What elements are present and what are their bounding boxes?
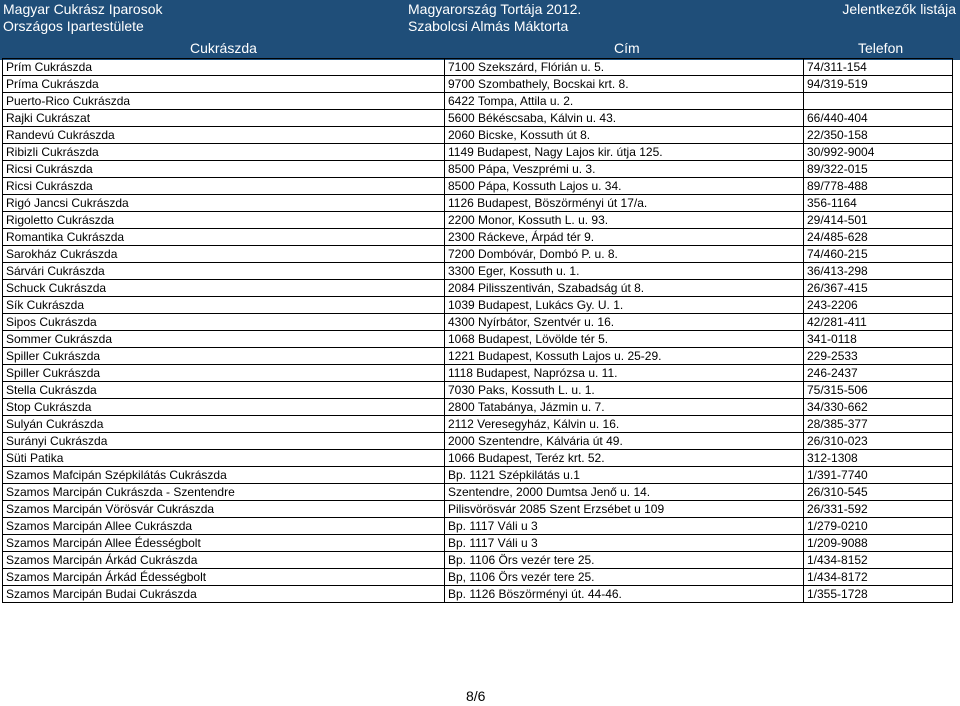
phone-cell: 94/319-519 (804, 76, 953, 93)
phone-cell: 26/310-545 (804, 484, 953, 501)
table-row (3, 518, 953, 535)
shop-name-cell: Romantika Cukrászda (3, 229, 445, 246)
shop-name-cell: Szamos Marcipán Árkád Édességbolt (3, 569, 445, 586)
phone-cell: 26/331-592 (804, 501, 953, 518)
table-row (3, 76, 953, 93)
shop-name-cell: Szamos Marcipán Budai Cukrászda (3, 586, 445, 603)
shop-name-cell: Sipos Cukrászda (3, 314, 445, 331)
address-cell: 1068 Budapest, Lövölde tér 5. (445, 331, 804, 348)
shop-name-cell: Randevú Cukrászda (3, 127, 445, 144)
phone-cell: 26/367-415 (804, 280, 953, 297)
phone-cell: 341-0118 (804, 331, 953, 348)
address-cell: Bp. 1117 Váli u 3 (445, 518, 804, 535)
address-cell: 8500 Pápa, Veszprémi u. 3. (445, 161, 804, 178)
applicants-table-body (3, 59, 953, 603)
address-cell: 2060 Bicske, Kossuth út 8. (445, 127, 804, 144)
phone-cell: 74/311-154 (804, 59, 953, 76)
table-row (3, 110, 953, 127)
table-row (3, 144, 953, 161)
address-cell: 7100 Szekszárd, Flórián u. 5. (445, 59, 804, 76)
table-row (3, 331, 953, 348)
phone-cell: 29/414-501 (804, 212, 953, 229)
org-name-line2: Országos Ipartestülete (3, 18, 144, 34)
table-row (3, 365, 953, 382)
table-row (3, 161, 953, 178)
table-row (3, 484, 953, 501)
shop-name-cell: Sarokház Cukrászda (3, 246, 445, 263)
phone-cell: 1/209-9088 (804, 535, 953, 552)
shop-name-cell: Ricsi Cukrászda (3, 161, 445, 178)
phone-cell: 356-1164 (804, 195, 953, 212)
shop-name-cell: Szamos Marcipán Árkád Cukrászda (3, 552, 445, 569)
table-row (3, 501, 953, 518)
table-row (3, 348, 953, 365)
shop-name-cell: Príma Cukrászda (3, 76, 445, 93)
shop-name-cell: Sommer Cukrászda (3, 331, 445, 348)
table-row (3, 586, 953, 603)
phone-cell: 34/330-662 (804, 399, 953, 416)
address-cell: 1126 Budapest, Böszörményi út 17/a. (445, 195, 804, 212)
phone-cell: 243-2206 (804, 297, 953, 314)
table-row (3, 280, 953, 297)
address-cell: 2800 Tatabánya, Jázmin u. 7. (445, 399, 804, 416)
phone-cell: 42/281-411 (804, 314, 953, 331)
address-cell: Bp, 1106 Örs vezér tere 25. (445, 569, 804, 586)
shop-name-cell: Rigoletto Cukrászda (3, 212, 445, 229)
shop-name-cell: Sík Cukrászda (3, 297, 445, 314)
table-row (3, 467, 953, 484)
phone-cell: 66/440-404 (804, 110, 953, 127)
phone-cell: 22/350-158 (804, 127, 953, 144)
shop-name-cell: Prím Cukrászda (3, 59, 445, 76)
shop-name-cell: Rajki Cukrászat (3, 110, 445, 127)
org-name-line1: Magyar Cukrász Iparosok (3, 1, 163, 17)
phone-cell: 26/310-023 (804, 433, 953, 450)
address-cell: Bp. 1106 Örs vezér tere 25. (445, 552, 804, 569)
phone-cell: 24/485-628 (804, 229, 953, 246)
table-row (3, 450, 953, 467)
address-cell: 7030 Paks, Kossuth L. u. 1. (445, 382, 804, 399)
event-subtitle: Szabolcsi Almás Máktorta (408, 18, 569, 34)
address-cell: 1039 Budapest, Lukács Gy. U. 1. (445, 297, 804, 314)
shop-name-cell: Stop Cukrászda (3, 399, 445, 416)
table-row (3, 59, 953, 76)
page-number: 8/6 (466, 688, 486, 704)
table-row (3, 127, 953, 144)
table-row (3, 314, 953, 331)
table-row (3, 246, 953, 263)
table-row (3, 297, 953, 314)
address-cell: 1149 Budapest, Nagy Lajos kir. útja 125. (445, 144, 804, 161)
address-cell: Bp. 1126 Böszörményi út. 44-46. (445, 586, 804, 603)
phone-cell (804, 93, 953, 110)
address-cell: Bp. 1117 Váli u 3 (445, 535, 804, 552)
shop-name-cell: Ricsi Cukrászda (3, 178, 445, 195)
shop-name-cell: Spiller Cukrászda (3, 348, 445, 365)
table-row (3, 382, 953, 399)
phone-cell: 89/322-015 (804, 161, 953, 178)
phone-cell: 229-2533 (804, 348, 953, 365)
column-header-name: Cukrászda (190, 40, 257, 56)
address-cell: 2084 Pilisszentiván, Szabadság út 8. (445, 280, 804, 297)
address-cell: 2200 Monor, Kossuth L. u. 93. (445, 212, 804, 229)
address-cell: 1066 Budapest, Teréz krt. 52. (445, 450, 804, 467)
shop-name-cell: Ribizli Cukrászda (3, 144, 445, 161)
shop-name-cell: Szamos Marcipán Vörösvár Cukrászda (3, 501, 445, 518)
column-header-address: Cím (614, 40, 640, 56)
address-cell: Bp. 1121 Szépkilátás u.1 (445, 467, 804, 484)
phone-cell: 1/391-7740 (804, 467, 953, 484)
address-cell: 5600 Békéscsaba, Kálvin u. 43. (445, 110, 804, 127)
phone-cell: 36/413-298 (804, 263, 953, 280)
phone-cell: 312-1308 (804, 450, 953, 467)
shop-name-cell: Szamos Marcipán Allee Édességbolt (3, 535, 445, 552)
shop-name-cell: Szamos Mafcipán Szépkilátás Cukrászda (3, 467, 445, 484)
phone-cell: 1/434-8152 (804, 552, 953, 569)
list-title: Jelentkezők listája (842, 1, 956, 17)
address-cell: 7200 Dombóvár, Dombó P. u. 8. (445, 246, 804, 263)
phone-cell: 89/778-488 (804, 178, 953, 195)
event-title: Magyarország Tortája 2012. (408, 1, 582, 17)
table-row (3, 195, 953, 212)
table-row (3, 212, 953, 229)
phone-cell: 1/279-0210 (804, 518, 953, 535)
shop-name-cell: Sárvári Cukrászda (3, 263, 445, 280)
shop-name-cell: Süti Patika (3, 450, 445, 467)
address-cell: 1118 Budapest, Naprózsa u. 11. (445, 365, 804, 382)
shop-name-cell: Sulyán Cukrászda (3, 416, 445, 433)
phone-cell: 28/385-377 (804, 416, 953, 433)
shop-name-cell: Szamos Marcipán Cukrászda - Szentendre (3, 484, 445, 501)
phone-cell: 30/992-9004 (804, 144, 953, 161)
shop-name-cell: Schuck Cukrászda (3, 280, 445, 297)
table-row (3, 93, 953, 110)
phone-cell: 246-2437 (804, 365, 953, 382)
table-row (3, 433, 953, 450)
phone-cell: 1/355-1728 (804, 586, 953, 603)
column-header-phone: Telefon (858, 40, 904, 56)
table-row (3, 552, 953, 569)
table-row (3, 399, 953, 416)
shop-name-cell: Puerto-Rico Cukrászda (3, 93, 445, 110)
address-cell: Pilisvörösvár 2085 Szent Erzsébet u 109 (445, 501, 804, 518)
address-cell: 2000 Szentendre, Kálvária út 49. (445, 433, 804, 450)
address-cell: 9700 Szombathely, Bocskai krt. 8. (445, 76, 804, 93)
phone-cell: 74/460-215 (804, 246, 953, 263)
shop-name-cell: Szamos Marcipán Allee Cukrászda (3, 518, 445, 535)
table-row (3, 535, 953, 552)
table-row (3, 416, 953, 433)
address-cell: 4300 Nyírbátor, Szentvér u. 16. (445, 314, 804, 331)
applicants-table (2, 58, 953, 603)
address-cell: Szentendre, 2000 Dumtsa Jenő u. 14. (445, 484, 804, 501)
address-cell: 3300 Eger, Kossuth u. 1. (445, 263, 804, 280)
address-cell: 1221 Budapest, Kossuth Lajos u. 25-29. (445, 348, 804, 365)
table-row (3, 178, 953, 195)
shop-name-cell: Surányi Cukrászda (3, 433, 445, 450)
phone-cell: 1/434-8172 (804, 569, 953, 586)
table-row (3, 263, 953, 280)
shop-name-cell: Stella Cukrászda (3, 382, 445, 399)
address-cell: 2300 Ráckeve, Árpád tér 9. (445, 229, 804, 246)
address-cell: 6422 Tompa, Attila u. 2. (445, 93, 804, 110)
shop-name-cell: Spiller Cukrászda (3, 365, 445, 382)
table-row (3, 229, 953, 246)
header-band (0, 0, 960, 60)
address-cell: 8500 Pápa, Kossuth Lajos u. 34. (445, 178, 804, 195)
address-cell: 2112 Veresegyház, Kálvin u. 16. (445, 416, 804, 433)
shop-name-cell: Rigó Jancsi Cukrászda (3, 195, 445, 212)
table-row (3, 569, 953, 586)
phone-cell: 75/315-506 (804, 382, 953, 399)
